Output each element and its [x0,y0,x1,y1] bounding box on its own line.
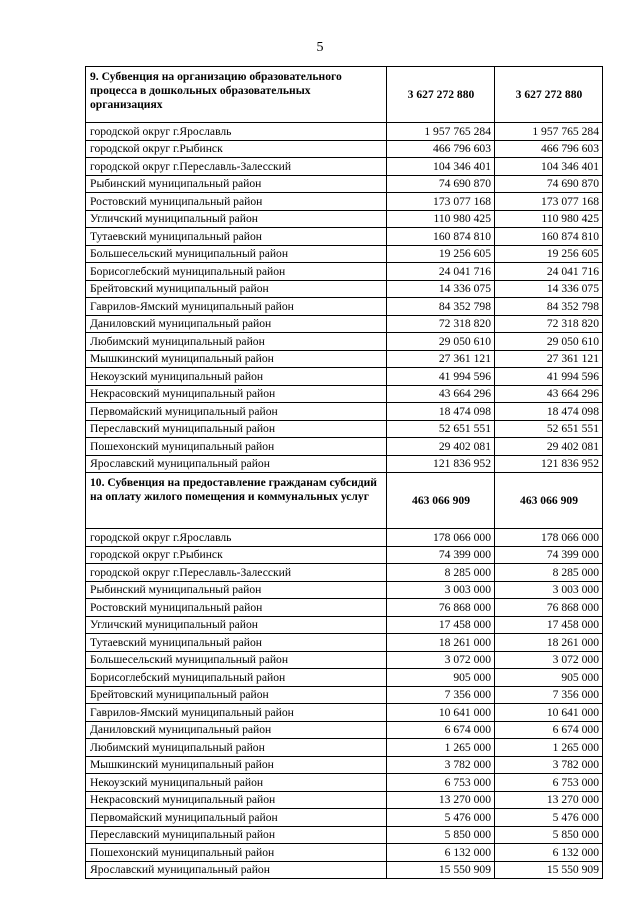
amount-1: 27 361 121 [387,350,495,368]
section-total-1: 3 627 272 880 [387,67,495,123]
municipality-name: Борисоглебский муниципальный район [86,263,387,281]
amount-1: 466 796 603 [387,140,495,158]
subvention-table-body [86,67,603,879]
municipality-name: Пошехонский муниципальный район [86,438,387,456]
table-row [86,280,603,298]
table-row [86,844,603,862]
amount-2: 173 077 168 [495,193,603,211]
table-row [86,599,603,617]
amount-2: 6 132 000 [495,844,603,862]
table-row [86,350,603,368]
table-row [86,669,603,687]
table-row [86,704,603,722]
amount-2: 3 782 000 [495,756,603,774]
amount-2: 17 458 000 [495,616,603,634]
amount-2: 1 265 000 [495,739,603,757]
municipality-name: Гаврилов-Ямский муниципальный район [86,298,387,316]
amount-1: 104 346 401 [387,158,495,176]
amount-1: 24 041 716 [387,263,495,281]
table-row [86,438,603,456]
municipality-name: Угличский муниципальный район [86,616,387,634]
amount-1: 41 994 596 [387,368,495,386]
amount-1: 15 550 909 [387,861,495,879]
table-row [86,774,603,792]
amount-2: 178 066 000 [495,529,603,547]
table-row [86,140,603,158]
table-row [86,420,603,438]
municipality-name: Некрасовский муниципальный район [86,385,387,403]
municipality-name: Мышкинский муниципальный район [86,350,387,368]
amount-1: 74 690 870 [387,175,495,193]
amount-1: 10 641 000 [387,704,495,722]
municipality-name: Большесельский муниципальный район [86,651,387,669]
municipality-name: городской округ г.Ярославль [86,529,387,547]
subvention-table [85,66,603,879]
amount-1: 7 356 000 [387,686,495,704]
amount-1: 18 474 098 [387,403,495,421]
municipality-name: городской округ г.Рыбинск [86,140,387,158]
table-row [86,333,603,351]
table-row [86,581,603,599]
amount-2: 74 399 000 [495,546,603,564]
table-row [86,546,603,564]
amount-2: 110 980 425 [495,210,603,228]
municipality-name: Любимский муниципальный район [86,739,387,757]
municipality-name: Тутаевский муниципальный район [86,228,387,246]
municipality-name: Некоузский муниципальный район [86,368,387,386]
amount-1: 17 458 000 [387,616,495,634]
amount-2: 6 753 000 [495,774,603,792]
table-row [86,123,603,141]
amount-2: 29 050 610 [495,333,603,351]
table-row [86,175,603,193]
amount-1: 905 000 [387,669,495,687]
amount-2: 5 476 000 [495,809,603,827]
table-row [86,861,603,879]
amount-1: 173 077 168 [387,193,495,211]
amount-2: 8 285 000 [495,564,603,582]
amount-2: 1 957 765 284 [495,123,603,141]
municipality-name: Первомайский муниципальный район [86,403,387,421]
amount-2: 19 256 605 [495,245,603,263]
municipality-name: городской округ г.Переславль-Залесский [86,564,387,582]
table-row [86,403,603,421]
section-title: 10. Субвенция на предоставление гражданам субсидий на оплату жилого помещения и коммунальных услуг [86,473,387,529]
table-row [86,756,603,774]
amount-2: 72 318 820 [495,315,603,333]
section-total-2: 3 627 272 880 [495,67,603,123]
amount-2: 13 270 000 [495,791,603,809]
section-title: 9. Субвенция на организацию образовательного процесса в дошкольных образовательных организациях [86,67,387,123]
municipality-name: Ярославский муниципальный район [86,861,387,879]
amount-1: 5 850 000 [387,826,495,844]
amount-1: 13 270 000 [387,791,495,809]
amount-1: 178 066 000 [387,529,495,547]
amount-2: 6 674 000 [495,721,603,739]
section-header-row [86,67,603,123]
amount-1: 74 399 000 [387,546,495,564]
table-row [86,686,603,704]
amount-1: 6 753 000 [387,774,495,792]
municipality-name: Некоузский муниципальный район [86,774,387,792]
municipality-name: Переславский муниципальный район [86,826,387,844]
municipality-name: Рыбинский муниципальный район [86,581,387,599]
table-row [86,245,603,263]
municipality-name: Ростовский муниципальный район [86,599,387,617]
table-row [86,826,603,844]
amount-2: 84 352 798 [495,298,603,316]
amount-1: 29 050 610 [387,333,495,351]
amount-2: 27 361 121 [495,350,603,368]
table-row [86,634,603,652]
table-row [86,529,603,547]
table-row [86,791,603,809]
amount-1: 8 285 000 [387,564,495,582]
amount-1: 76 868 000 [387,599,495,617]
table-row [86,455,603,473]
municipality-name: городской округ г.Ярославль [86,123,387,141]
amount-2: 160 874 810 [495,228,603,246]
table-row [86,385,603,403]
amount-1: 43 664 296 [387,385,495,403]
municipality-name: Брейтовский муниципальный район [86,686,387,704]
municipality-name: городской округ г.Переславль-Залесский [86,158,387,176]
municipality-name: Тутаевский муниципальный район [86,634,387,652]
table-row [86,564,603,582]
amount-1: 160 874 810 [387,228,495,246]
amount-2: 43 664 296 [495,385,603,403]
amount-2: 18 474 098 [495,403,603,421]
amount-2: 7 356 000 [495,686,603,704]
page-number: 5 [316,40,324,55]
amount-2: 24 041 716 [495,263,603,281]
table-row [86,228,603,246]
amount-1: 29 402 081 [387,438,495,456]
table-row [86,721,603,739]
municipality-name: Ярославский муниципальный район [86,455,387,473]
table-row [86,158,603,176]
municipality-name: Гаврилов-Ямский муниципальный район [86,704,387,722]
municipality-name: городской округ г.Рыбинск [86,546,387,564]
table-row [86,368,603,386]
amount-2: 52 651 551 [495,420,603,438]
amount-2: 3 003 000 [495,581,603,599]
amount-1: 121 836 952 [387,455,495,473]
table-row [86,616,603,634]
municipality-name: Борисоглебский муниципальный район [86,669,387,687]
municipality-name: Брейтовский муниципальный район [86,280,387,298]
amount-1: 5 476 000 [387,809,495,827]
municipality-name: Мышкинский муниципальный район [86,756,387,774]
amount-1: 3 003 000 [387,581,495,599]
amount-1: 72 318 820 [387,315,495,333]
section-total-1: 463 066 909 [387,473,495,529]
amount-2: 5 850 000 [495,826,603,844]
amount-1: 19 256 605 [387,245,495,263]
municipality-name: Любимский муниципальный район [86,333,387,351]
amount-2: 3 072 000 [495,651,603,669]
table-row [86,263,603,281]
municipality-name: Первомайский муниципальный район [86,809,387,827]
amount-1: 6 132 000 [387,844,495,862]
amount-2: 15 550 909 [495,861,603,879]
municipality-name: Некрасовский муниципальный район [86,791,387,809]
amount-2: 18 261 000 [495,634,603,652]
amount-2: 74 690 870 [495,175,603,193]
municipality-name: Ростовский муниципальный район [86,193,387,211]
amount-1: 18 261 000 [387,634,495,652]
amount-1: 110 980 425 [387,210,495,228]
amount-1: 3 072 000 [387,651,495,669]
municipality-name: Угличский муниципальный район [86,210,387,228]
amount-2: 466 796 603 [495,140,603,158]
amount-2: 905 000 [495,669,603,687]
municipality-name: Пошехонский муниципальный район [86,844,387,862]
municipality-name: Рыбинский муниципальный район [86,175,387,193]
section-header-row [86,473,603,529]
table-row [86,809,603,827]
amount-2: 10 641 000 [495,704,603,722]
amount-2: 104 346 401 [495,158,603,176]
amount-2: 14 336 075 [495,280,603,298]
municipality-name: Даниловский муниципальный район [86,315,387,333]
amount-2: 76 868 000 [495,599,603,617]
municipality-name: Даниловский муниципальный район [86,721,387,739]
amount-1: 1 265 000 [387,739,495,757]
amount-1: 52 651 551 [387,420,495,438]
amount-1: 84 352 798 [387,298,495,316]
amount-2: 121 836 952 [495,455,603,473]
table-row [86,193,603,211]
table-row [86,739,603,757]
section-total-2: 463 066 909 [495,473,603,529]
amount-1: 3 782 000 [387,756,495,774]
table-row [86,210,603,228]
table-row [86,315,603,333]
amount-2: 41 994 596 [495,368,603,386]
table-row [86,298,603,316]
amount-2: 29 402 081 [495,438,603,456]
amount-1: 14 336 075 [387,280,495,298]
amount-1: 1 957 765 284 [387,123,495,141]
table-row [86,651,603,669]
municipality-name: Большесельский муниципальный район [86,245,387,263]
amount-1: 6 674 000 [387,721,495,739]
municipality-name: Переславский муниципальный район [86,420,387,438]
